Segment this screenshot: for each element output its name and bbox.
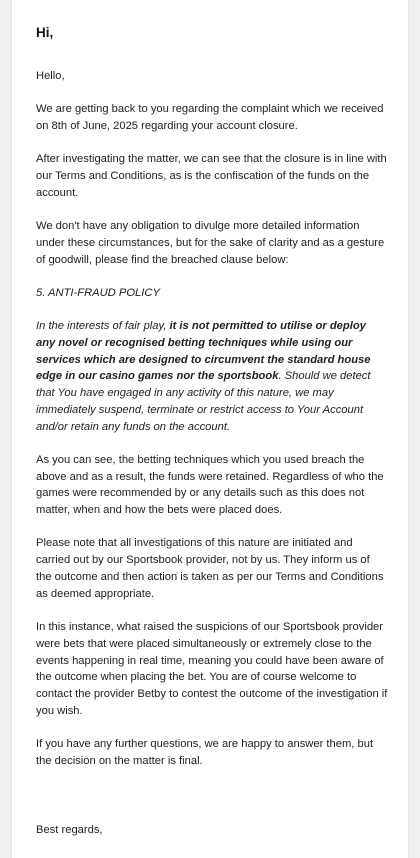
email-salutation: Hello, xyxy=(36,70,65,82)
paragraph-investigation-result: After investigating the matter, we can see that the closure is in line with our Terms and Conditions, as is the confiscation of the funds on the account. xyxy=(36,153,387,199)
paragraph-provider-investigations: Please note that all investigations of this nature are initiated and carried out by our Sportsbook provider, not by us. They inform us of the outcome and then action is taken as per our Terms and Conditions as deemed appropriate. xyxy=(36,537,384,600)
policy-clause xyxy=(36,318,388,436)
email-sign-off: Best regards, xyxy=(36,824,103,836)
paragraph-suspicions: In this instance, what raised the suspicions of our Sportsbook provider were bets that were placed simultaneously or extremely close to the events happening in real time, meaning you could have been aware of the outcome when placing the bet. You are of course welcome to contact the provider Betby to contest the outcome of the investigation if you wish. xyxy=(36,621,388,718)
policy-clause-emphasis: it is not permitted to utilise or deploy any novel or recognised betting techniques while using our services which are designed to circumvent the standard house edge in our casino games nor the sportsbook xyxy=(36,319,371,383)
paragraph-final-decision: If you have any further questions, we are happy to answer them, but the decision on the matter is final. xyxy=(36,738,374,768)
policy-clause-intro: In the interests of fair play, xyxy=(36,319,170,332)
email-card xyxy=(11,0,409,858)
policy-clause-consequence: . Should we detect that You have engaged in any activity of this nature, we may immediately suspend, terminate or restrict access to Your Account and/or retain any funds on the account. xyxy=(36,370,371,433)
paragraph-funds-retained: As you can see, the betting techniques which you used breach the above and as a result, the funds were retained. Regardless of who the games were recommended by or any details such as this does not matter, when and how the bets were placed does. xyxy=(36,453,384,517)
paragraph-no-obligation: We don't have any obligation to divulge more detailed information under these circumstances, but for the sake of clarity and as a gesture of goodwill, please find the breached clause below: xyxy=(36,219,385,266)
policy-heading: 5. ANTI-FRAUD POLICY xyxy=(36,286,160,299)
email-greeting: Hi, xyxy=(36,25,54,40)
paragraph-complaint-received: We are getting back to you regarding the complaint which we received on 8th of June, 2025 regarding your account closure. xyxy=(36,103,384,132)
email-body xyxy=(36,68,388,786)
